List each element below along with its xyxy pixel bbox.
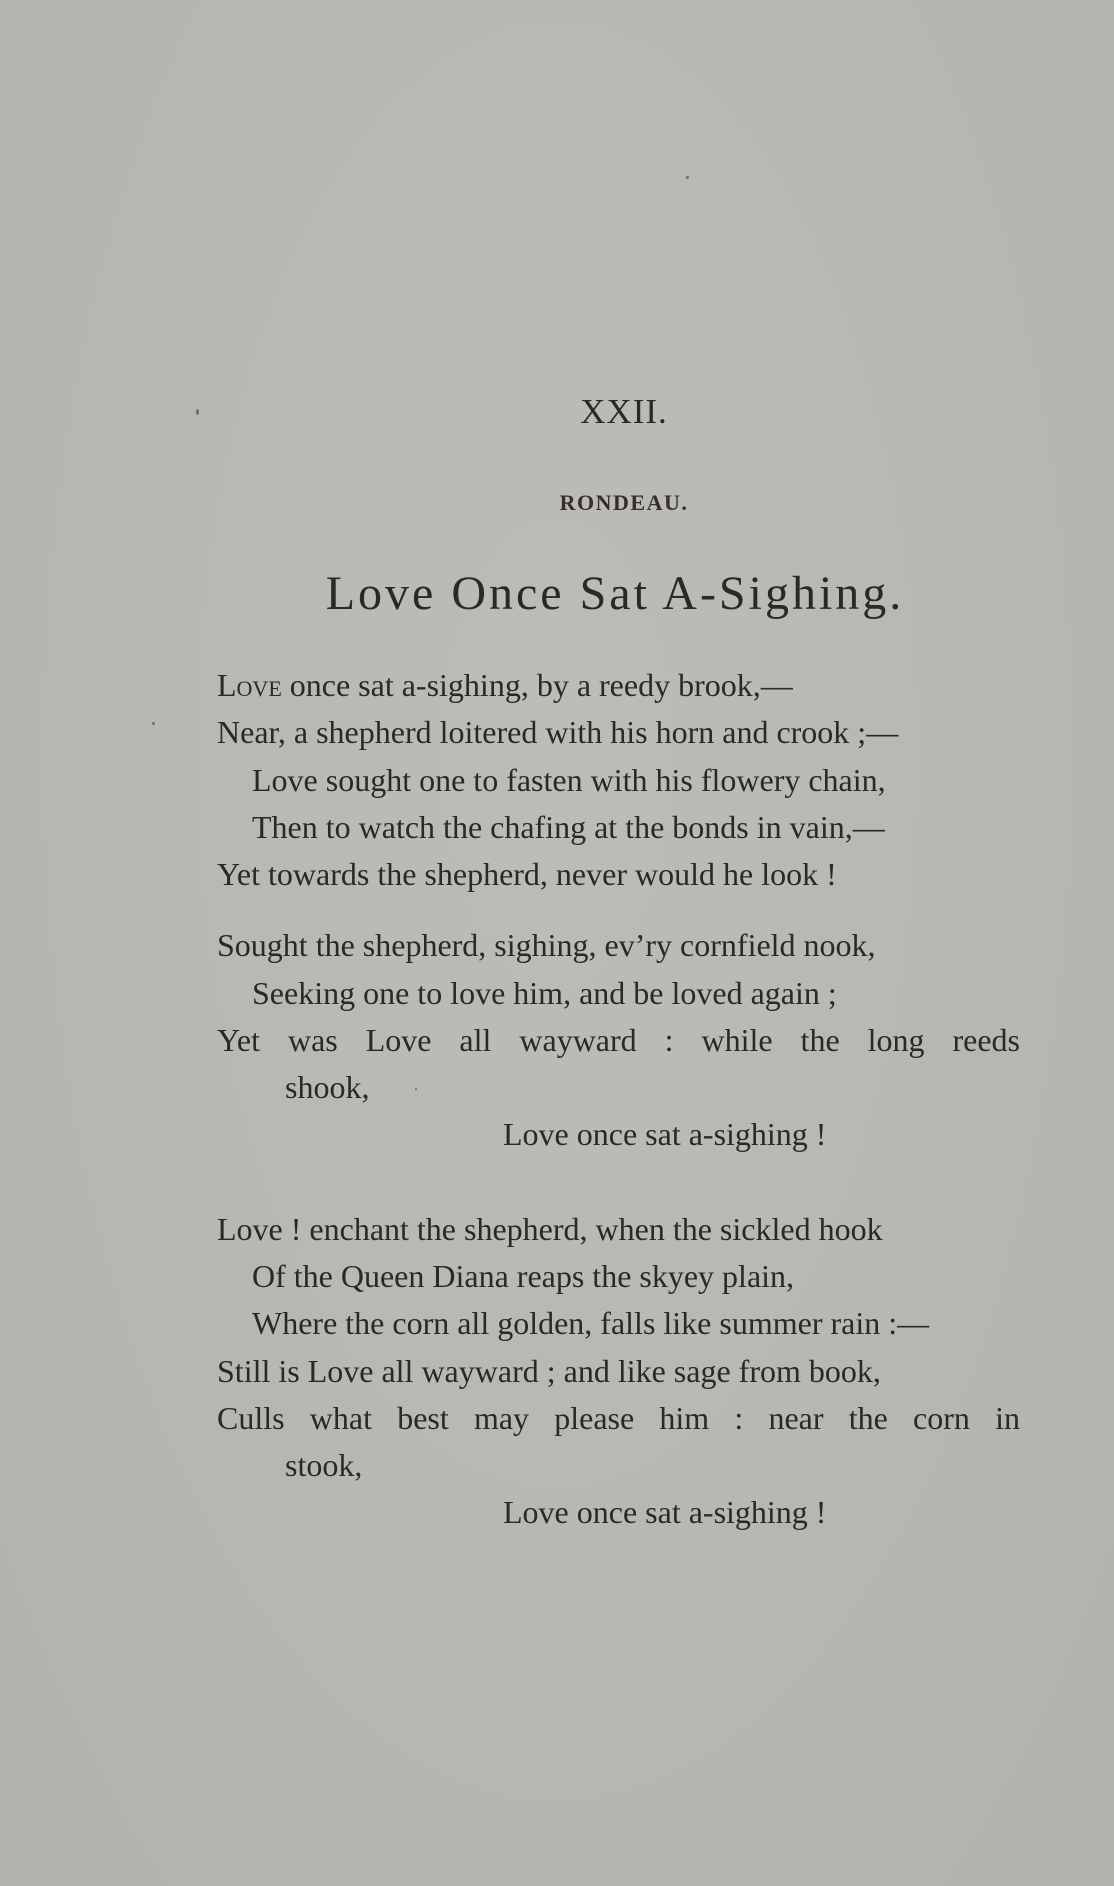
stanza-3-line-3: Where the corn all golden, falls like summer rain :—: [252, 1305, 930, 1341]
stanza-3-line-4: Still is Love all wayward ; and like sage from book,: [217, 1353, 881, 1389]
stanza-2-line-2: Seeking one to love him, and be loved again ;: [252, 975, 837, 1011]
line-text: once sat a-sighing, by a reedy brook,—: [289, 667, 793, 703]
stanza-3-refrain: Love once sat a-sighing !: [503, 1494, 827, 1530]
paper-speck: [415, 1088, 417, 1090]
stanza-2-refrain: Love once sat a-sighing !: [503, 1116, 827, 1152]
stanza-1-line-5: Yet towards the shepherd, never would he look !: [217, 856, 837, 892]
stanza-3-line-2: Of the Queen Diana reaps the skyey plain,: [252, 1258, 795, 1294]
stanza-1-line-3: Love sought one to fasten with his flowery chain,: [252, 762, 886, 798]
paper-speck: [152, 722, 155, 725]
dropcap-word: Love: [217, 667, 282, 703]
section-number: XXII.: [580, 392, 668, 431]
stanza-3-line-5: Culls what best may please him : near the corn in: [217, 1400, 1020, 1436]
stanza-2-line-3-continued: shook,: [285, 1069, 370, 1105]
poem-title: Love Once Sat A-Sighing.: [325, 567, 905, 620]
stanza-1-line-1: [217, 669, 793, 701]
paper-speck: [686, 176, 689, 179]
stanza-1-line-2: Near, a shepherd loitered with his horn and crook ;—: [217, 714, 899, 750]
poem-form: RONDEAU.: [559, 490, 689, 515]
stanza-3-line-1: Love ! enchant the shepherd, when the sickled hook: [217, 1211, 883, 1247]
stanza-2-line-3: Yet was Love all wayward : while the long reeds: [217, 1022, 1020, 1058]
stanza-1-line-4: Then to watch the chafing at the bonds in vain,—: [252, 809, 885, 845]
stanza-2-line-1: Sought the shepherd, sighing, ev’ry cornfield nook,: [217, 927, 876, 963]
stanza-3-line-5-continued: stook,: [285, 1447, 363, 1483]
